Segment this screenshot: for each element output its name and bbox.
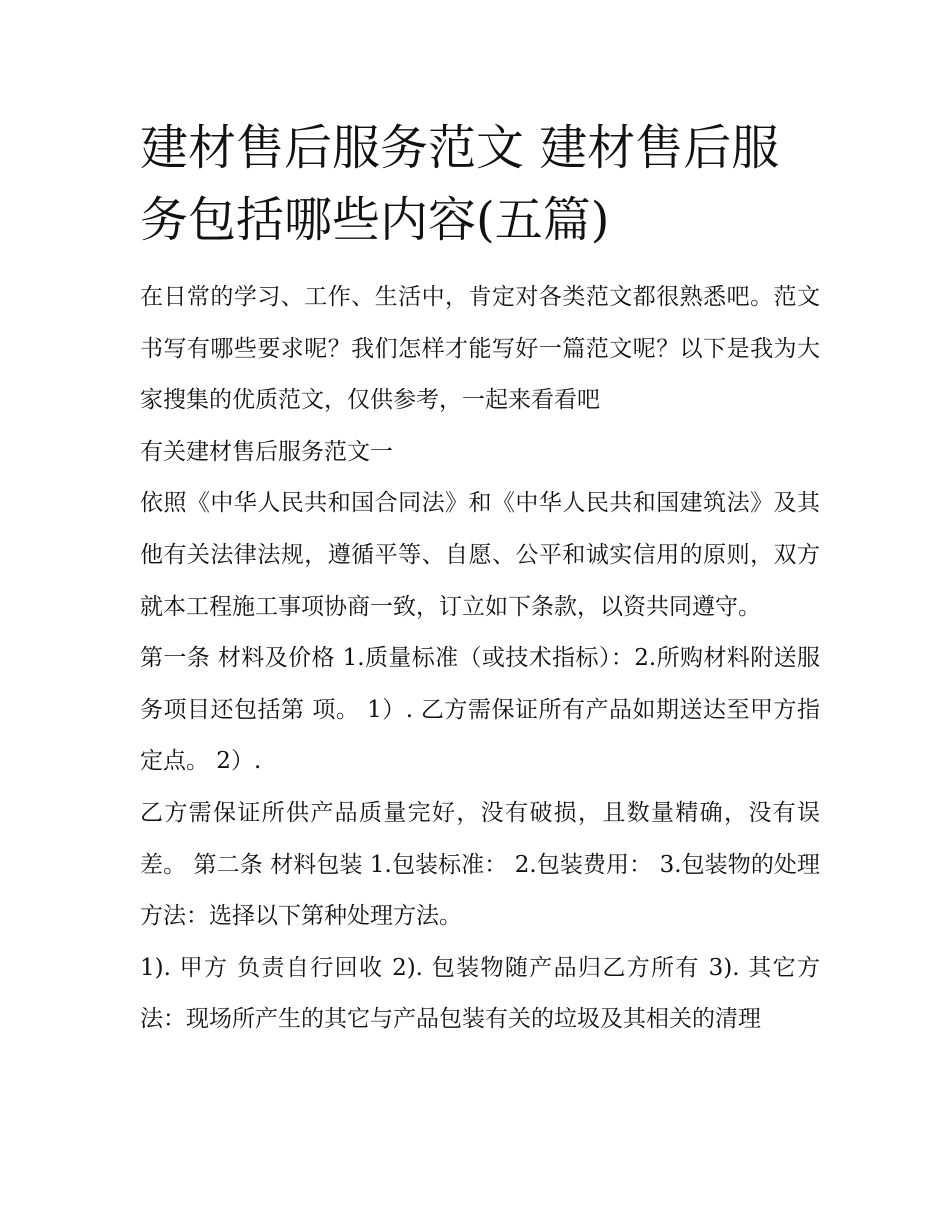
- body-paragraph: 乙方需保证所供产品质量完好，没有破损，且数量精确，没有误差。 第二条 材料包装 1.包装标准： 2.包装费用： 3.包装物的处理方法：选择以下第种处理方法。: [140, 799, 820, 930]
- body-paragraph: 依照《中华人民共和国合同法》和《中华人民共和国建筑法》及其他有关法律法规，遵循平等、自愿、公平和诚实信用的原则，双方就本工程施工事项协商一致，订立如下条款，以资共同遵守。: [140, 490, 820, 620]
- document-title: 建材售后服务范文 建材售后服务包括哪些内容(五篇): [140, 120, 780, 248]
- document-body: [140, 272, 820, 1046]
- intro-paragraph: 在日常的学习、工作、生活中，肯定对各类范文都很熟悉吧。范文书写有哪些要求呢？我们怎样才能写好一篇范文呢？以下是我为大家搜集的优质范文，仅供参考，一起来看看吧: [140, 284, 820, 414]
- body-paragraph: 1). 甲方 负责自行回收 2). 包装物随产品归乙方所有 3). 其它方法：现场所产生的其它与产品包装有关的垃圾及其相关的清理: [140, 954, 820, 1033]
- section-heading: 有关建材售后服务范文一: [140, 438, 393, 465]
- body-paragraph: 第一条 材料及价格 1.质量标准（或技术指标）：2.所购材料附送服务项目还包括第 项。 1）. 乙方需保证所有产品如期送达至甲方指定点。 2）.: [140, 645, 820, 775]
